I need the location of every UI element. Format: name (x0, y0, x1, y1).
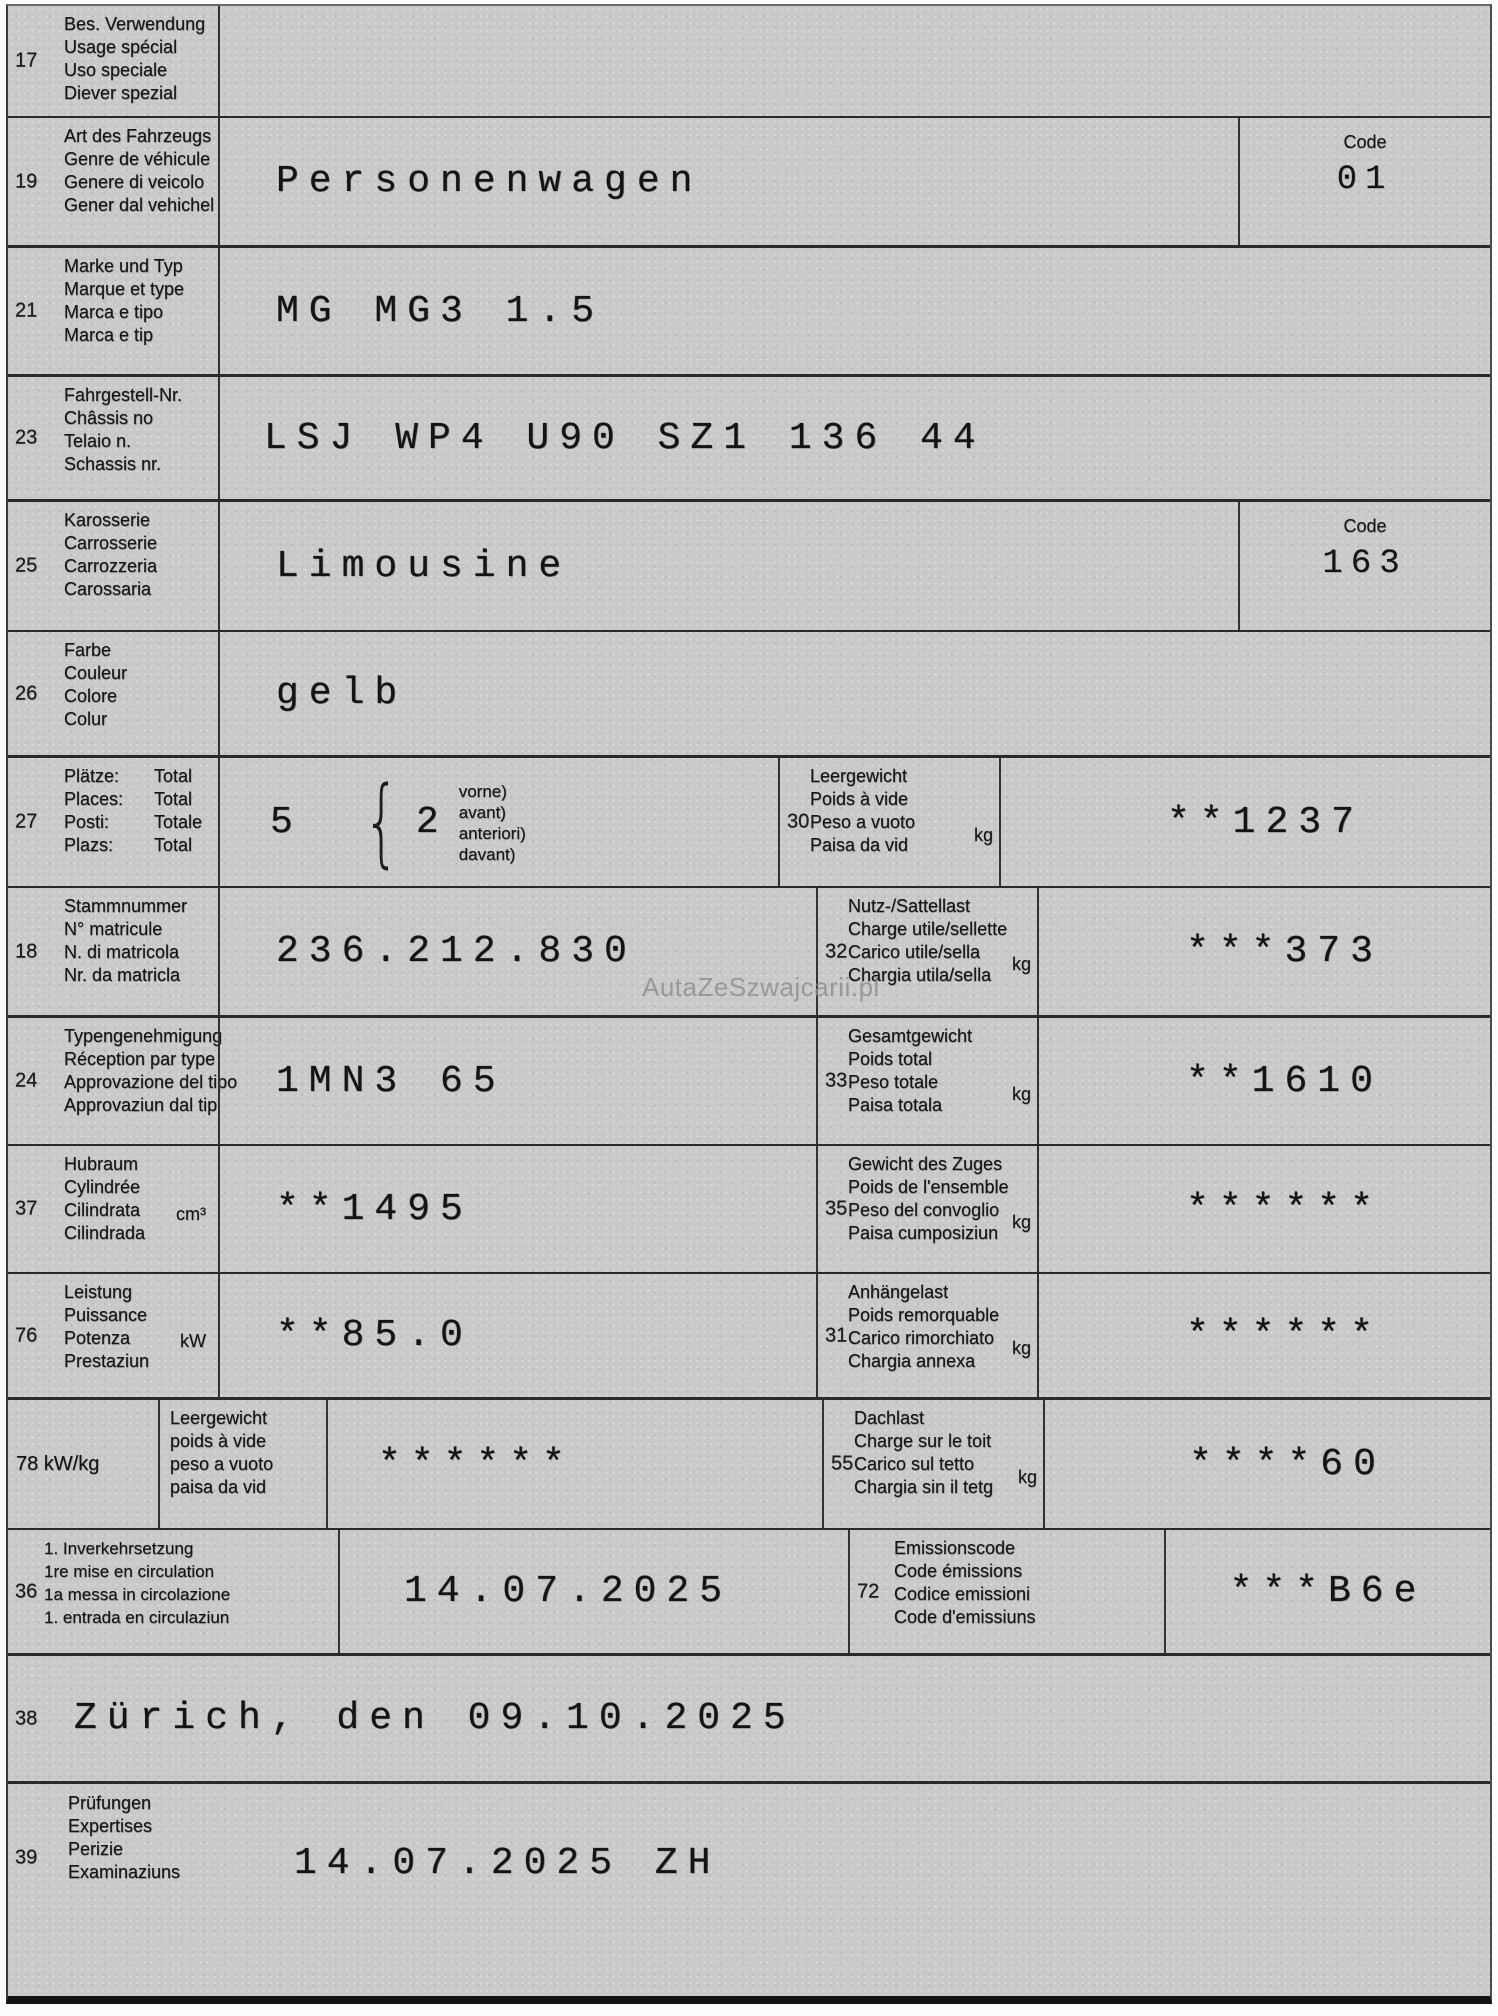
field-value-23: LSJ WP4 U90 SZ1 136 44 (264, 416, 986, 460)
field-labels-39 (68, 1792, 180, 1884)
label-line: Poids de l'ensemble (848, 1177, 1009, 1197)
value-cell-17 (218, 6, 1490, 116)
field-number-33: 33 (825, 1069, 848, 1092)
label-line: Marke und Typ (64, 256, 183, 276)
seats-front-value: 2 (415, 800, 449, 844)
label-line: Marque et type (64, 279, 185, 299)
field-labels-21 (8, 248, 218, 347)
issue-cell-38 (8, 1656, 1490, 1781)
brace-glyph: { (363, 766, 400, 878)
row-17-special-use (8, 6, 1490, 118)
label-cell-30 (778, 758, 999, 886)
field-labels-26 (8, 632, 218, 731)
field-number-21: 21 (15, 299, 38, 322)
label-line: Diever spezial (64, 83, 178, 103)
unit-kg-32: kg (1011, 954, 1031, 975)
unit-cm3-37: cm³ (176, 1203, 206, 1224)
label-cell-27 (8, 758, 218, 886)
field-number-31: 31 (825, 1324, 848, 1346)
label-line: Colore (64, 686, 118, 706)
field-labels-55 (824, 1400, 1043, 1499)
field-value-76: **85.0 (276, 1314, 473, 1357)
label-line: N. di matricola (64, 942, 180, 962)
value-cell-33 (1037, 1018, 1490, 1144)
code-value-19: 01 (1336, 161, 1394, 199)
label-line: Carico rimorchiato (848, 1328, 995, 1348)
value-cell-30 (999, 758, 1490, 886)
field-number-37: 37 (15, 1197, 38, 1220)
label-line: Leergewicht (809, 766, 908, 786)
field-number-32: 32 (825, 940, 848, 962)
label-line: Telaio n. (64, 431, 132, 451)
field-value-78: ****** (378, 1442, 575, 1486)
row-76-power-and-31-towing-weight (8, 1274, 1490, 1400)
label-line: Marca e tip (64, 325, 154, 345)
row-19-vehicle-type (8, 118, 1490, 248)
row-78-power-weight-ratio-and-55-roof-load (8, 1400, 1490, 1530)
label-line: N° matricule (64, 919, 163, 939)
label-line: Colur (64, 709, 108, 729)
field-number-35: 35 (825, 1197, 848, 1220)
value-cell-55 (1043, 1400, 1490, 1528)
label-line: Carico sul tetto (854, 1454, 975, 1474)
label-line: Art des Fahrzeugs (64, 126, 212, 146)
label-cell-17 (8, 6, 218, 116)
label-line: Poids total (848, 1049, 933, 1069)
row-23-chassis-number (8, 377, 1490, 502)
field-value-72: ***B6e (1229, 1570, 1427, 1613)
label-line: Nutz-/Sattellast (848, 896, 971, 916)
label-line: Peso totale (848, 1072, 939, 1092)
label-line: Leistung (64, 1282, 133, 1302)
label-cell-26 (8, 632, 218, 755)
value-cell-35 (1037, 1146, 1490, 1272)
field-labels-19 (8, 118, 218, 217)
label-line: Poids à vide (809, 789, 909, 809)
label-cell-33 (816, 1018, 1037, 1144)
label-line: Puissance (64, 1305, 148, 1325)
watermark: AutaZeSzwajcarii.pl (642, 972, 880, 1002)
label-line: 1re mise en circulation (44, 1562, 215, 1581)
field-value-19: Personenwagen (276, 160, 703, 203)
value-cell-23 (218, 377, 1490, 499)
label-line: Karosserie (64, 510, 151, 530)
label-line: Nr. da matricla (64, 965, 181, 985)
field-number-36: 36 (15, 1580, 38, 1602)
value-cell-76 (218, 1274, 816, 1397)
field-labels-25 (8, 502, 218, 601)
label-cell-36 (8, 1530, 338, 1653)
label-line: Expertises (68, 1816, 153, 1836)
label-cell-19 (8, 118, 218, 245)
field-labels-17 (8, 6, 218, 105)
field-number-25: 25 (15, 554, 38, 577)
value-cell-72 (1164, 1530, 1490, 1653)
field-value-33: **1610 (1186, 1059, 1383, 1103)
label-cell-23 (8, 377, 218, 499)
field-labels-27-total (154, 758, 202, 857)
label-line: Carossaria (64, 579, 152, 599)
value-cell-27 (218, 758, 778, 886)
label-line: Usage spécial (64, 37, 178, 57)
label-line: Chargia utila/sella (848, 965, 992, 985)
label-line: paisa da vid (170, 1477, 267, 1497)
label-line: avant) (458, 803, 506, 822)
label-line: Carrozzeria (64, 556, 158, 576)
row-27-seats-and-30-empty-weight (8, 758, 1490, 888)
field-value-55: ****60 (1189, 1442, 1386, 1486)
label-cell-37 (8, 1146, 218, 1272)
label-line: Charge utile/sellette (848, 919, 1008, 939)
value-cell-24 (218, 1018, 816, 1144)
label-line: Peso del convoglio (848, 1200, 1000, 1220)
label-line: Schassis nr. (64, 454, 162, 474)
field-number-30: 30 (786, 810, 810, 833)
field-labels-35 (818, 1146, 1037, 1245)
field-number-38: 38 (15, 1707, 38, 1729)
label-line: Gesamtgewicht (848, 1026, 973, 1046)
field-number-23: 23 (15, 426, 38, 449)
value-cell-26 (218, 632, 1490, 755)
label-line: Châssis no (64, 408, 154, 428)
field-labels-76 (8, 1274, 218, 1373)
label-line: Charge sur le toit (854, 1431, 992, 1451)
row-37-displacement-and-35-train-weight (8, 1146, 1490, 1274)
code-cell-25 (1238, 502, 1490, 630)
label-line: Cylindrée (64, 1177, 141, 1197)
row-21-make-and-type (8, 248, 1490, 377)
field-value-24: 1MN3 65 (276, 1059, 506, 1103)
label-line: Fahrgestell-Nr. (64, 385, 183, 405)
field-labels-78 (160, 1400, 326, 1499)
label-cell-25 (8, 502, 218, 630)
label-line: Réception par type (64, 1049, 216, 1069)
code-label-19: Code (1343, 132, 1387, 152)
field-value-26: gelb (276, 672, 408, 715)
label-line: Gewicht des Zuges (848, 1154, 1003, 1174)
value-cell-19 (218, 118, 1238, 245)
sublabel-cell-78 (158, 1400, 326, 1528)
field-number-72: 72 (857, 1580, 880, 1602)
label-line: Plätze: (64, 766, 120, 786)
row-25-body-style (8, 502, 1490, 632)
label-line: Approvaziun dal tip (64, 1095, 218, 1115)
label-line: Prüfungen (68, 1793, 152, 1813)
code-cell-19 (1238, 118, 1490, 245)
label-line: Couleur (64, 663, 128, 683)
label-line: Chargia annexa (848, 1351, 976, 1371)
label-line: Potenza (64, 1328, 131, 1348)
label-line: 1a messa in circolazione (44, 1585, 231, 1604)
unit-kg-33: kg (1011, 1083, 1031, 1104)
label-line: Posti: (64, 812, 110, 832)
value-cell-78 (326, 1400, 822, 1528)
label-line: Carrosserie (64, 533, 158, 553)
label-line: Chargia sin il tetg (854, 1477, 994, 1497)
label-line: Genre de véhicule (64, 149, 211, 169)
label-line: peso a vuoto (170, 1454, 274, 1474)
label-line: Marca e tipo (64, 302, 164, 322)
unit-kg-31: kg (1011, 1337, 1031, 1358)
field-value-32: ***373 (1186, 930, 1383, 973)
label-cell-76 (8, 1274, 218, 1397)
label-cell-72 (848, 1530, 1164, 1653)
label-line: Genere di veicolo (64, 172, 205, 192)
label-cell-55 (822, 1400, 1043, 1528)
label-cell-78 (8, 1400, 158, 1528)
label-cell-24 (8, 1018, 238, 1144)
field-number-17: 17 (15, 49, 38, 72)
field-value-36: 14.07.2025 (404, 1570, 733, 1613)
field-value-35: ****** (1186, 1187, 1383, 1231)
label-line: Carico utile/sella (848, 942, 981, 962)
field-value-30: **1237 (1167, 800, 1364, 844)
value-cell-32 (1037, 888, 1490, 1015)
field-labels-24 (8, 1018, 238, 1117)
field-number-26: 26 (15, 682, 38, 704)
field-labels-31 (818, 1274, 1037, 1373)
row-38-issue-place-and-date (8, 1656, 1490, 1784)
label-line: Total (154, 835, 193, 855)
label-line: Peso a vuoto (809, 812, 916, 832)
label-line: Hubraum (64, 1154, 139, 1174)
value-cell-36 (338, 1530, 848, 1653)
label-line: Examinaziuns (68, 1862, 181, 1882)
field-number-27: 27 (15, 810, 38, 833)
label-line: Paisa da vid (809, 835, 909, 855)
label-line: 1. Inverkehrsetzung (44, 1539, 194, 1558)
label-line: Approvazione del tipo (64, 1072, 238, 1092)
label-line: davant) (458, 845, 516, 864)
field-value-38: Zürich, den 09.10.2025 (74, 1697, 796, 1740)
label-line: Anhängelast (848, 1282, 949, 1302)
label-line: Dachlast (854, 1408, 925, 1428)
label-line: anteriori) (458, 824, 526, 843)
field-number-19: 19 (15, 170, 38, 192)
label-line: Gener dal vehichel (64, 195, 215, 215)
label-cell-21 (8, 248, 218, 374)
label-line: Typengenehmigung (64, 1026, 223, 1046)
label-line: Leergewicht (170, 1408, 268, 1428)
code-value-25: 163 (1322, 545, 1408, 583)
unit-kw-76: kW (180, 1330, 206, 1351)
label-line: Emissionscode (894, 1538, 1016, 1558)
label-cell-35 (816, 1146, 1037, 1272)
label-line: 1. entrada en circulaziun (44, 1608, 230, 1627)
label-line: Poids remorquable (848, 1305, 1000, 1325)
label-line: vorne) (458, 782, 507, 801)
field-number-39: 39 (15, 1846, 38, 1869)
label-line: poids à vide (170, 1431, 267, 1451)
row-36-first-registration-and-72-emission-code (8, 1530, 1490, 1656)
label-line: Codice emissioni (894, 1584, 1031, 1604)
label-line: Total (154, 766, 193, 786)
field-labels-23 (8, 377, 218, 476)
label-line: Paisa cumposiziun (848, 1223, 999, 1243)
field-value-39: 14.07.2025 ZH (294, 1842, 721, 1885)
label-line: Stammnummer (64, 896, 188, 916)
label-cell-31 (816, 1274, 1037, 1397)
label-line: Farbe (64, 640, 112, 660)
label-line: Plazs: (64, 835, 114, 855)
label-line: Bes. Verwendung (64, 14, 206, 34)
value-cell-31 (1037, 1274, 1490, 1397)
label-line: Code émissions (894, 1561, 1023, 1581)
registration-table (6, 4, 1492, 2004)
field-labels-18 (8, 888, 218, 987)
inspections-cell-39 (8, 1784, 1490, 1994)
field-number-76: 76 (15, 1324, 38, 1346)
field-labels-33 (818, 1018, 1037, 1117)
label-line: Uso speciale (64, 60, 168, 80)
row-26-color (8, 632, 1490, 758)
label-line: Perizie (68, 1839, 124, 1859)
value-cell-37 (218, 1146, 816, 1272)
label-line: Cilindrata (64, 1200, 141, 1220)
label-line: Code d'emissiuns (894, 1607, 1036, 1627)
value-cell-25 (218, 502, 1238, 630)
label-line: Places: (64, 789, 124, 809)
field-value-18: 236.212.830 (276, 930, 637, 973)
field-labels-36 (8, 1530, 338, 1629)
field-labels-72 (850, 1530, 1164, 1629)
field-labels-37 (8, 1146, 218, 1245)
value-cell-21 (218, 248, 1490, 374)
unit-kg-55: kg (1017, 1466, 1037, 1487)
label-line: Prestaziun (64, 1351, 150, 1371)
seats-total-value: 5 (270, 800, 303, 844)
row-39-inspections (8, 1784, 1490, 1994)
field-number-78: 78 kW/kg (16, 1452, 100, 1475)
unit-kg-30: kg (973, 824, 993, 845)
unit-kg-35: kg (1011, 1211, 1031, 1232)
label-line: Totale (154, 812, 203, 832)
label-line: Total (154, 789, 193, 809)
seats-front-labels (449, 779, 526, 865)
field-value-37: **1495 (276, 1187, 473, 1231)
field-value-31: ****** (1186, 1314, 1383, 1357)
field-value-25: Limousine (276, 544, 572, 588)
field-number-55: 55 (831, 1452, 854, 1475)
field-number-18: 18 (15, 940, 38, 962)
label-cell-18 (8, 888, 218, 1015)
code-label-25: Code (1343, 516, 1387, 536)
field-labels-30 (780, 758, 999, 857)
label-line: Cilindrada (64, 1223, 146, 1243)
field-number-24: 24 (15, 1069, 38, 1092)
label-line: Paisa totala (848, 1095, 943, 1115)
row-24-type-approval-and-33-total-weight (8, 1018, 1490, 1146)
field-value-21: MG MG3 1.5 (276, 289, 605, 333)
